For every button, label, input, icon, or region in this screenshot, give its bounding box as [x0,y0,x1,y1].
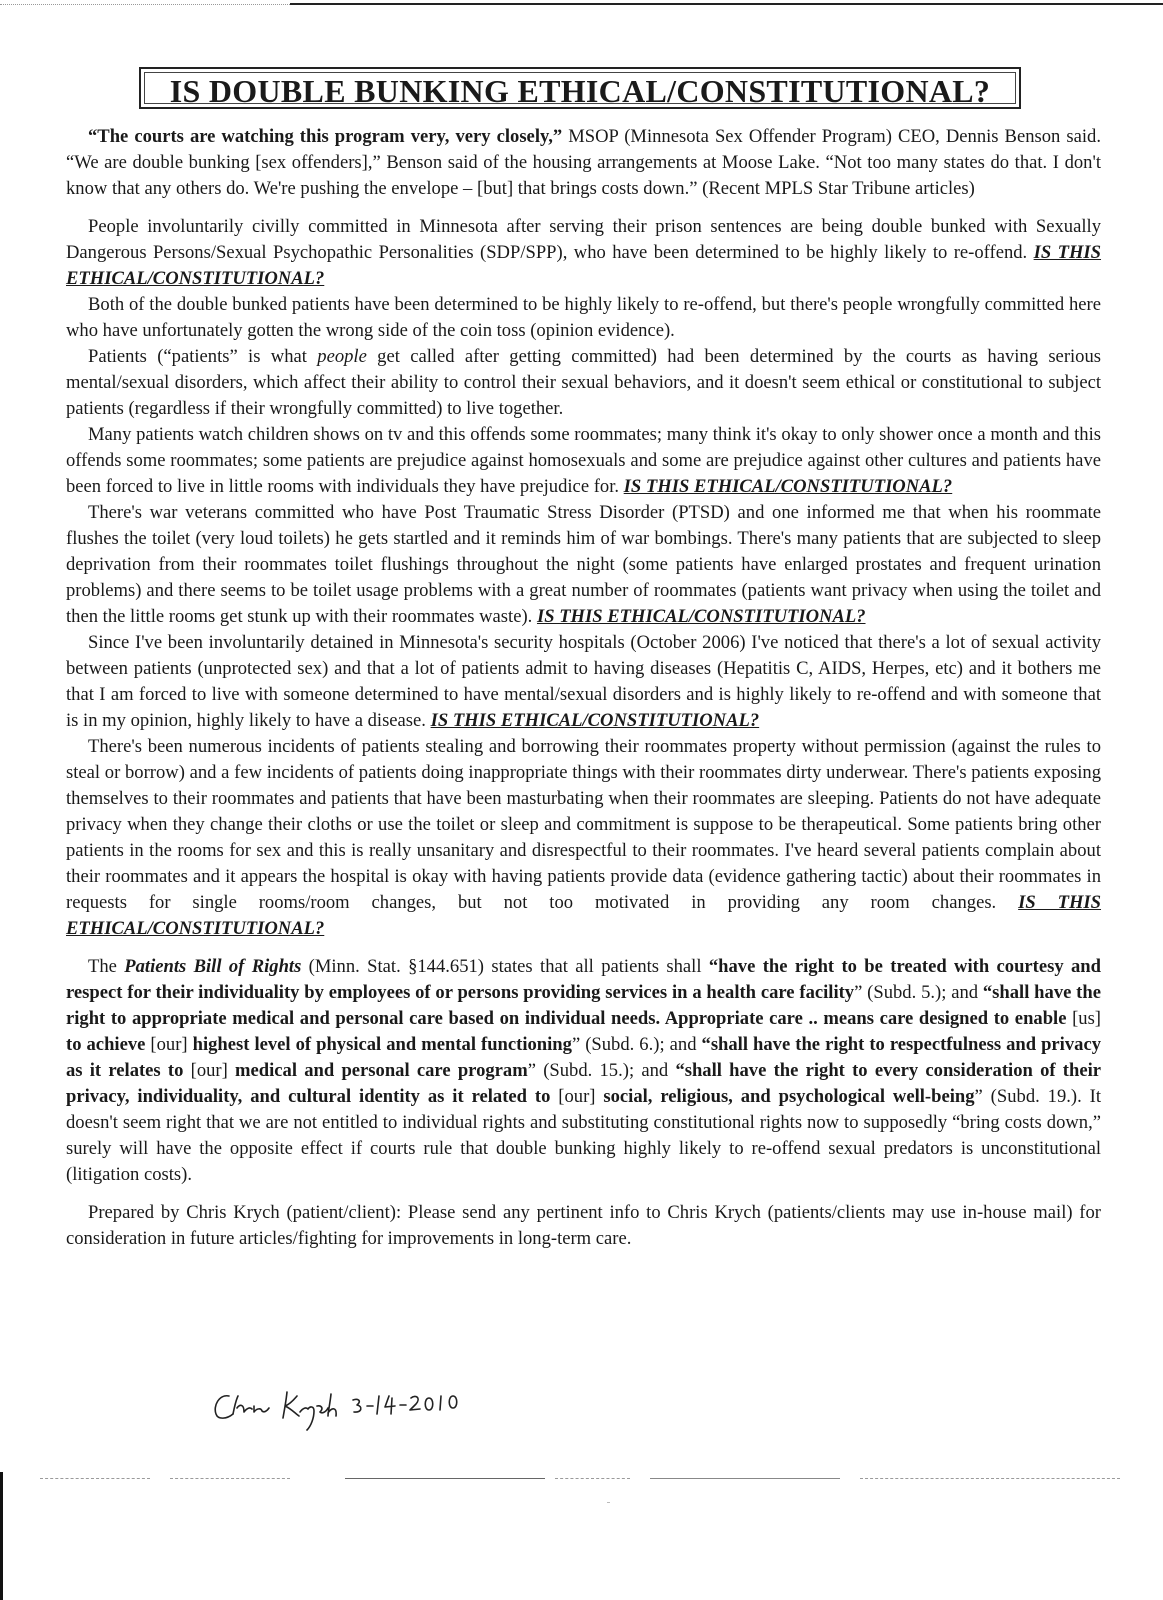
scan-bottom-rule [345,1478,545,1479]
paragraph-incidents: There's been numerous incidents of patients stealing and borrowing their roommates property without permission (against the rules to steal or borrow) and a few incidents of patients doing inappropriate things with their roommates dirty underwear. There's patients exposing themselves to their roommates and patients that have been masturbating when their roommates are sleeping. Patients do not have adequate privacy when they change their cloths or use the toilet or sleep and commitment is suppose to be therapeutical. Some patients bring other patients in the rooms for sex and this is really unsanitary and disrespectful to their roommates. I've heard several patients complain about their roommates and it appears the hospital is okay with having patients provide data (evidence gathering tactic) about their roommates in requests for single rooms/room changes, but not too motivated in providing any room changes. IS THIS ETHICAL/CONSTITUTIONAL? [66,736,1102,939]
scan-bottom-rule [650,1478,840,1479]
paragraph-diseases: Since I've been involuntarily detained in Minnesota's security hospitals (October 2006) I've noticed that there's a lot of sexual activity between patients (unprotected sex) and that a lot of patients admit to having diseases (Hepatitis C, AIDS, Herpes, etc) and it bothers me that I am forced to live with someone determined to have mental/sexual disorders and is highly likely to re-offend and with someone that is in my opinion, highly likely to have a disease. IS THIS ETHICAL/CONSTITUTIONAL? [66,632,1101,731]
article-body [66,124,1101,1252]
ethical-question: IS THIS ETHICAL/CONSTITUTIONAL? [66,892,1102,939]
scan-bottom-rule [40,1478,150,1479]
page-title: IS DOUBLE BUNKING ETHICAL/CONSTITUTIONAL? [169,73,991,109]
title-box [139,67,1021,109]
ethical-question: IS THIS ETHICAL/CONSTITUTIONAL? [66,242,1102,289]
paragraph-patients-definition: Patients (“patients” is what people get called after getting committed) had been determined by the courts as having serious mental/sexual disorders, which affect their ability to control their sexual behaviors, and it doesn't seem ethical or constitutional to subject patients (regardless if their wrongfully committed) to live together. [66,346,1102,419]
benson-quote: “The courts are watching this program very, very closely,” [88,126,563,147]
paragraph-intro-quote [66,124,1101,202]
ethical-question: IS THIS ETHICAL/CONSTITUTIONAL? [536,606,866,627]
scan-edge-rule [0,4,290,5]
bill-of-rights-title: Patients Bill of Rights [124,956,302,977]
emphasis-people: people [317,346,367,367]
paragraph-roommate-offenses: Many patients watch children shows on tv and this offends some roommates; many think it's okay to only shower once a month and this offends some roommates; some patients are prejudice against homosexuals and some are prejudice against other cultures and patients have been forced to live in little rooms with individuals they have prejudice for. IS THIS ETHICAL/CONSTITUTIONAL? [66,424,1101,497]
ethical-question: IS THIS ETHICAL/CONSTITUTIONAL? [430,710,760,731]
scan-speck [607,1502,610,1503]
handwritten-signature [207,1386,487,1436]
paragraph-bill-of-rights: The Patients Bill of Rights (Minn. Stat. §144.651) states that all patients shall “have the right to be treated with courtesy and respect for their individuality by employees of or persons providing services in a health care facility” (Subd. 5.); and “shall have the right to appropriate medical and personal care based on individual needs. Appropriate care .. means care designed to enable [us] to achieve [our] highest level of physical and mental functioning” (Subd. 6.); and “shall have the right to respectfulness and privacy as it relates to [our] medical and personal care program” (Subd. 15.); and “shall have the right to every consideration of their privacy, individuality, and cultural identity as it related to [our] social, religious, and psychological well-being” (Subd. 19.). It doesn't seem right that we are not entitled to individual rights and substituting constitutional rights now to supposedly “bring costs down,” surely will have the opposite effect if courts rule that double bunking highly likely to re-offend sexual predators is unconstitutional (litigation costs). [66,956,1102,1185]
paragraph-double-bunking: People involuntarily civilly committed in Minnesota after serving their prison sentences are being double bunked with Sexually Dangerous Persons/Sexual Psychopathic Personalities (SDP/SPP), who have been determined to be highly likely to re-offend. IS THIS ETHICAL/CONSTITUTIONAL? [66,216,1102,289]
ethical-question: IS THIS ETHICAL/CONSTITUTIONAL? [623,476,953,497]
scan-left-edge [0,1472,3,1600]
paragraph-prepared-by: Prepared by Chris Krych (patient/client): Please send any pertinent info to Chris Krych (patients/clients may use in-house mail) for consideration in future articles/fighting for improvements in long-term care. [66,1202,1101,1249]
scan-top-border [290,3,1163,5]
scan-bottom-rule [555,1478,630,1479]
paragraph-ptsd-toilets: There's war veterans committed who have Post Traumatic Stress Disorder (PTSD) and one informed me that when his roommate flushes the toilet (very loud toilets) he gets startled and it reminds him of war bombings. There's many patients that are subjected to sleep deprivation from their roommates toilet flushings throughout the night (some patients have enlarged prostates and frequent urination problems) and there seems to be toilet usage problems with a great number of roommates (patients want privacy when using the toilet and then the little rooms get stunk up with their roommates waste). IS THIS ETHICAL/CONSTITUTIONAL? [66,502,1101,627]
scan-bottom-rule [860,1478,1120,1479]
intro-text: MSOP (Minnesota Sex Offender Program) CEO, Dennis Benson said. “We are double bunking [sex offenders],” Benson said of the housing arrangements at Moose Lake. “Not too many states do that. I don't know that any others do. We're pushing the envelope – [but] that brings costs down.” (Recent MPLS Star Tribune articles) [66,126,1101,199]
scan-bottom-rule [170,1478,290,1479]
paragraph-both-patients: Both of the double bunked patients have been determined to be highly likely to re-offend, but there's people wrongfully committed here who have unfortunately gotten the wrong side of the coin toss (opinion evidence). [66,294,1101,341]
